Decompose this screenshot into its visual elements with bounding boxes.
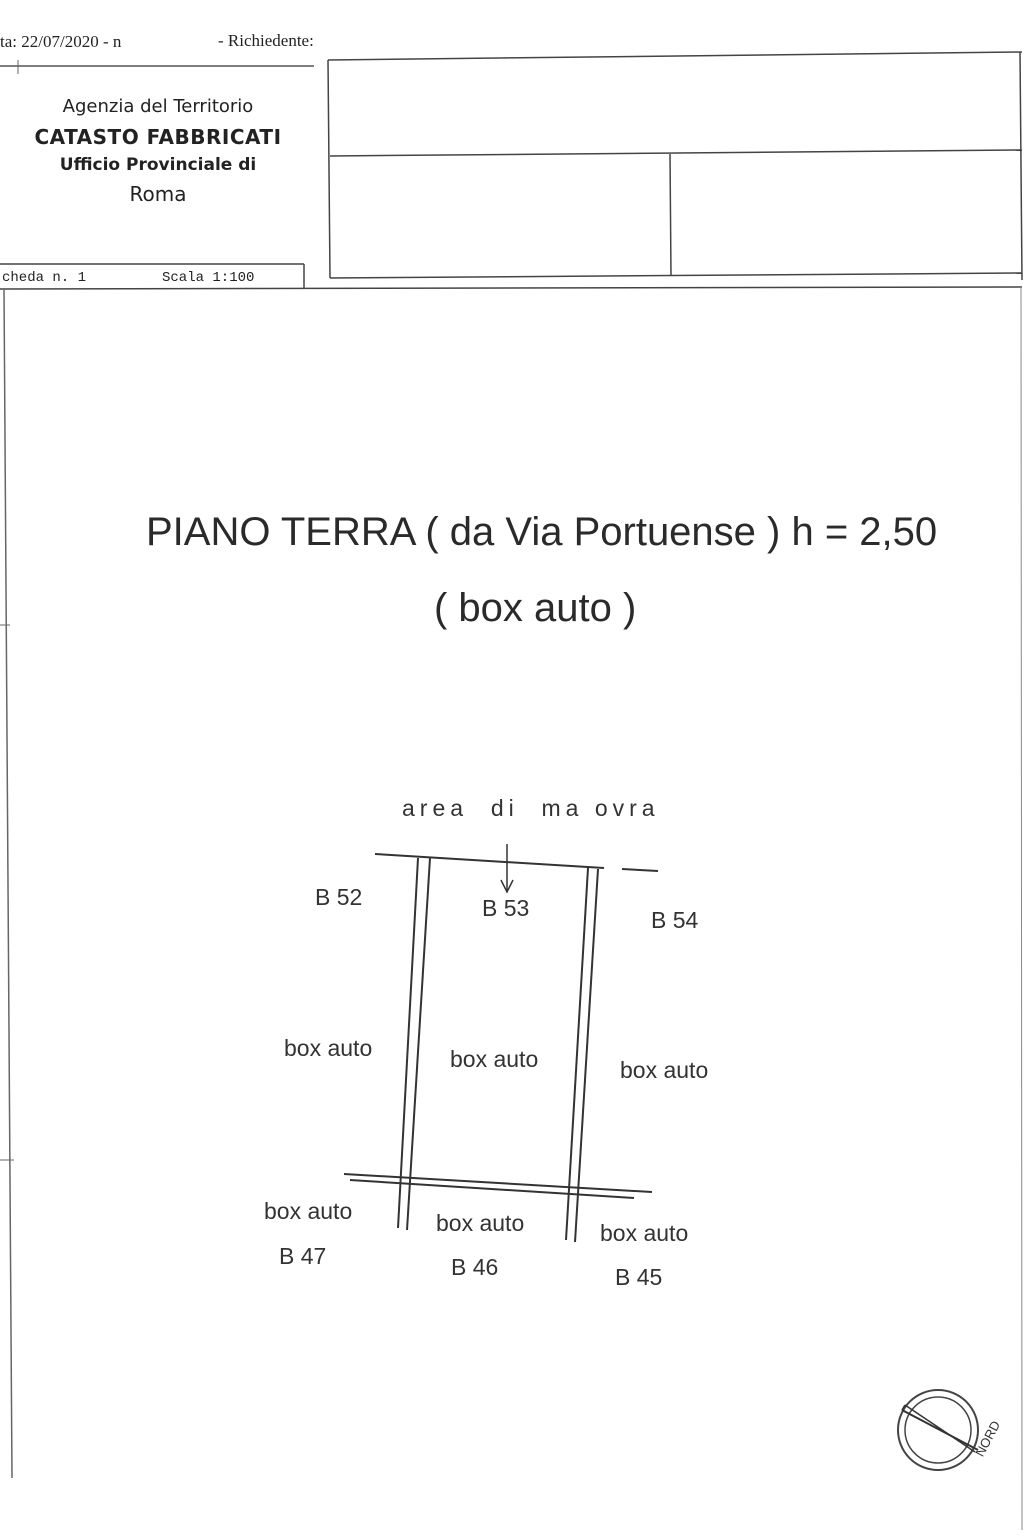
unit-type-b53: box auto: [450, 1046, 539, 1072]
sheet-frame-top: [0, 287, 1022, 289]
plan-wall-right-b: [575, 869, 598, 1242]
header-right-bottom-rule: [330, 273, 1022, 278]
requester-label: - Richiedente:: [218, 31, 314, 50]
unit-code-b46: B 46: [451, 1254, 499, 1280]
print-date: ta: 22/07/2020 - n: [0, 32, 122, 51]
north-label: NORD: [972, 1418, 1004, 1460]
plan-title: PIANO TERRA ( da Via Portuense ) h = 2,50: [146, 510, 938, 554]
north-compass-icon: [898, 1390, 978, 1470]
unit-type-b45: box auto: [600, 1220, 689, 1246]
header-right-mid-rule: [330, 150, 1022, 156]
unit-type-b52: box auto: [284, 1035, 373, 1061]
sheet-frame-left: [4, 290, 12, 1478]
unit-code-b47: B 47: [279, 1243, 327, 1269]
unit-type-b54: box auto: [620, 1057, 709, 1083]
plan-wall-right-a: [566, 868, 588, 1240]
unit-code-b45: B 45: [615, 1264, 663, 1290]
agency-name: Agenzia del Territorio: [62, 96, 254, 117]
sheet-number: cheda n. 1: [2, 270, 87, 286]
sheet-frame-right: [1021, 287, 1022, 1530]
unit-code-b52: B 52: [315, 884, 363, 910]
scale-label: Scala 1:100: [162, 270, 255, 286]
header-right-divider: [670, 154, 671, 276]
plan-subtitle: ( box auto ): [434, 586, 637, 630]
access-area-label: area di ma ovra: [402, 795, 660, 821]
office-name: Ufficio Provinciale di: [59, 155, 257, 175]
unit-code-b54: B 54: [651, 907, 699, 933]
unit-type-b46: box auto: [436, 1210, 525, 1236]
department-name: CATASTO FABBRICATI: [34, 125, 282, 149]
header-right-left-border: [328, 60, 330, 278]
plan-wall-left-b: [407, 858, 430, 1230]
header-right-right-border: [1020, 52, 1022, 280]
plan-wall-left-a: [398, 858, 418, 1228]
office-city: Roma: [129, 182, 187, 206]
plan-wall-top: [375, 854, 604, 868]
unit-type-b47: box auto: [264, 1198, 353, 1224]
plan-wall-top-right: [622, 869, 658, 871]
unit-code-b53: B 53: [482, 895, 530, 921]
header-right-top-rule: [328, 52, 1022, 60]
